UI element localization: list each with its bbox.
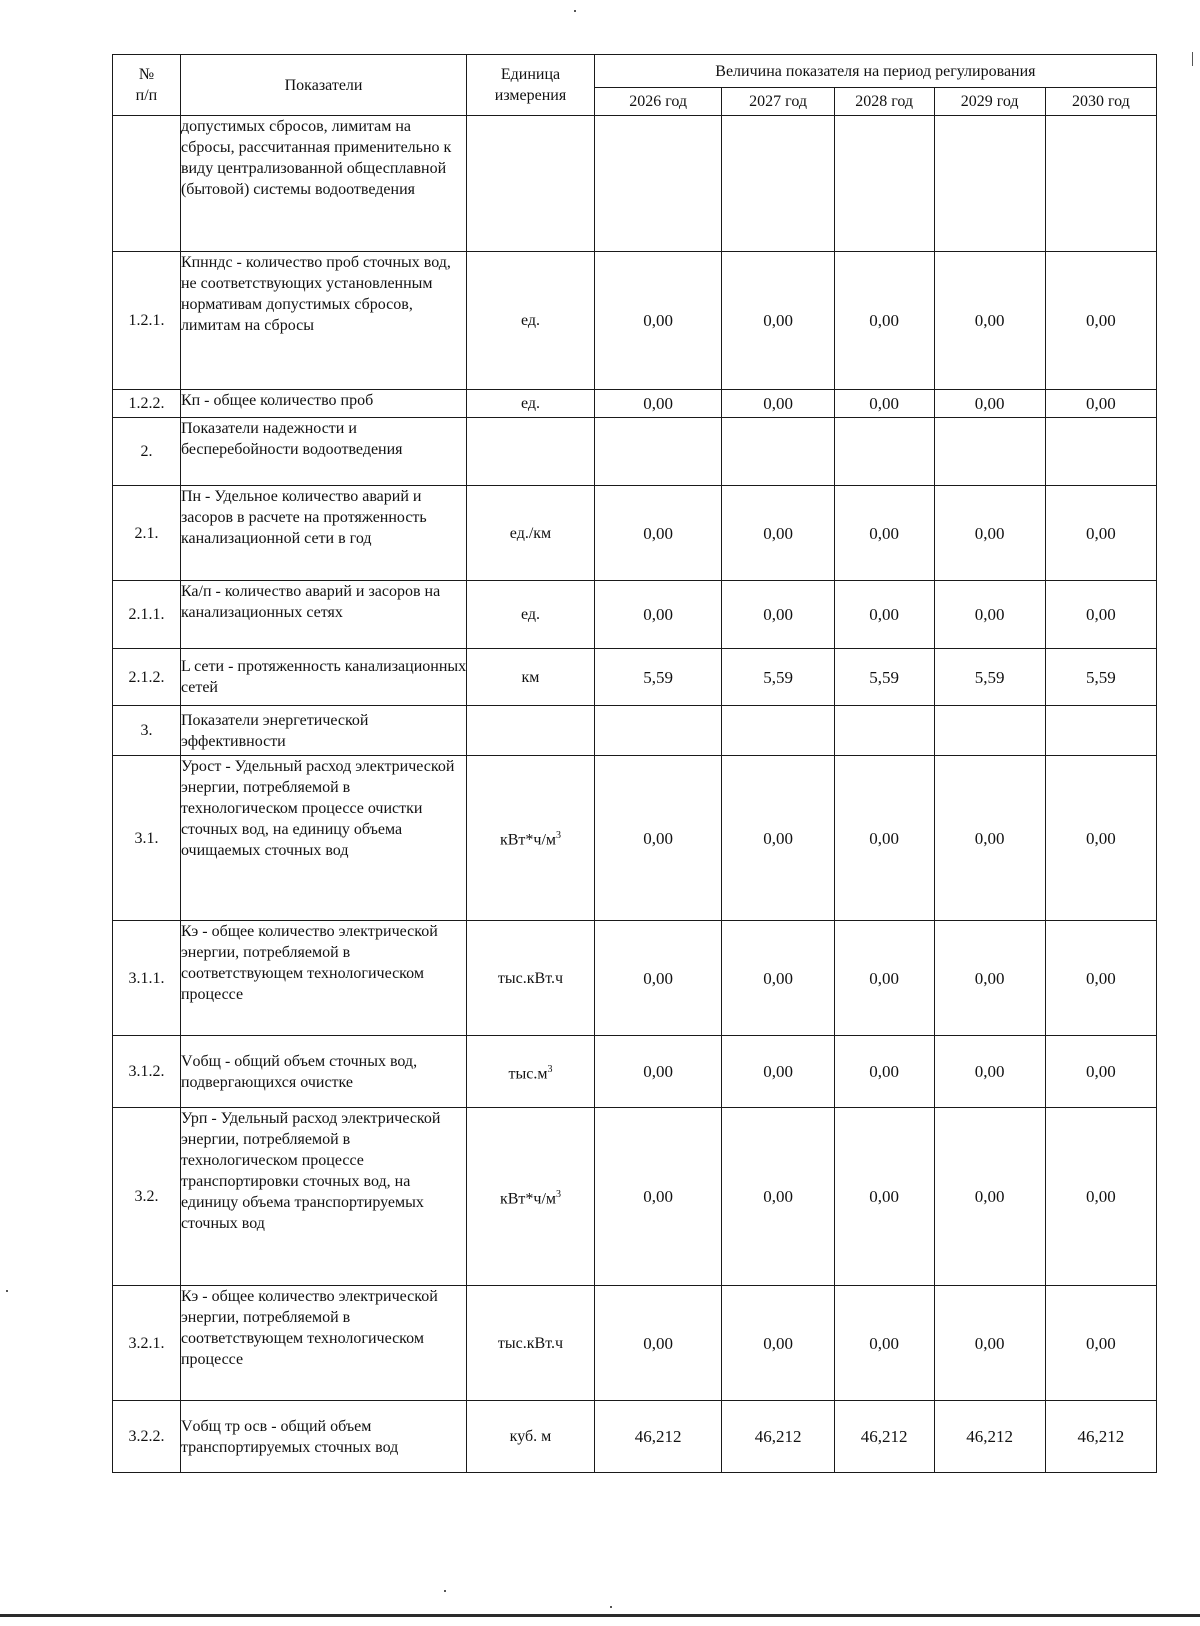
row-value (934, 706, 1045, 756)
row-value: 0,00 (594, 390, 722, 418)
row-indicator-name: Ка/п - количество аварий и засоров на канализационных сетях (180, 581, 466, 649)
header-year: 2029 год (934, 88, 1045, 116)
row-value: 0,00 (594, 756, 722, 921)
row-value: 5,59 (594, 649, 722, 706)
table-row (113, 1108, 1157, 1286)
table-row (113, 486, 1157, 581)
table-row (113, 252, 1157, 390)
row-value: 0,00 (1045, 1108, 1156, 1286)
table-row (113, 756, 1157, 921)
row-value (934, 116, 1045, 252)
row-number: 2.1. (113, 486, 181, 581)
row-value: 46,212 (834, 1401, 934, 1473)
table-row (113, 116, 1157, 252)
row-indicator-name: Кп - общее количество проб (180, 390, 466, 418)
row-value (594, 706, 722, 756)
row-unit (467, 418, 595, 486)
header-period: Величина показателя на период регулирования (594, 55, 1156, 88)
row-unit (467, 1286, 595, 1401)
row-unit (467, 390, 595, 418)
row-unit (467, 1401, 595, 1473)
row-indicator-name: Показатели энергетической эффективности (180, 706, 466, 756)
row-value: 0,00 (834, 921, 934, 1036)
header-year: 2027 год (722, 88, 834, 116)
table-row (113, 1286, 1157, 1401)
row-number: 2.1.2. (113, 649, 181, 706)
row-value: 0,00 (834, 756, 934, 921)
row-value: 5,59 (834, 649, 934, 706)
row-value: 0,00 (722, 1286, 834, 1401)
table-row (113, 418, 1157, 486)
row-value: 0,00 (722, 486, 834, 581)
row-value: 0,00 (722, 921, 834, 1036)
row-unit-text: кВт*ч/м (499, 831, 557, 849)
row-indicator-name: Vобщ тр осв - общий объем транспортируемых сточных вод (180, 1401, 466, 1473)
row-value: 0,00 (934, 1108, 1045, 1286)
row-unit-text: км (521, 668, 540, 686)
row-value: 0,00 (934, 252, 1045, 390)
row-unit-text: куб. м (509, 1428, 552, 1445)
row-unit-text: ед. (520, 606, 540, 623)
row-indicator-name: Показатели надежности и бесперебойности водоотведения (180, 418, 466, 486)
header-unit: Единица измерения (467, 55, 595, 116)
table-row (113, 649, 1157, 706)
row-value: 0,00 (1045, 486, 1156, 581)
header-num: № п/п (113, 55, 181, 116)
row-value: 0,00 (1045, 1286, 1156, 1401)
row-value: 0,00 (722, 756, 834, 921)
row-unit-superscript: 3 (547, 1063, 553, 1075)
table-row (113, 706, 1157, 756)
row-unit (467, 649, 595, 706)
row-value: 0,00 (934, 486, 1045, 581)
scan-speck (1192, 52, 1193, 66)
header-year: 2026 год (594, 88, 722, 116)
row-value: 5,59 (722, 649, 834, 706)
row-number: 3.2.1. (113, 1286, 181, 1401)
row-value: 0,00 (722, 252, 834, 390)
row-value (594, 116, 722, 252)
table-row (113, 1401, 1157, 1473)
row-value: 0,00 (934, 756, 1045, 921)
row-unit-superscript: 3 (556, 1188, 562, 1200)
row-value (834, 418, 934, 486)
row-number: 2.1.1. (113, 581, 181, 649)
row-number: 3.1.2. (113, 1036, 181, 1108)
row-unit (467, 581, 595, 649)
row-number: 1.2.1. (113, 252, 181, 390)
scan-speck (444, 1590, 446, 1592)
row-indicator-name: L сети - протяженность канализационных сетей (180, 649, 466, 706)
row-indicator-name: Пн - Удельное количество аварий и засоров в расчете на протяженность канализационной сети в год (180, 486, 466, 581)
row-value (1045, 116, 1156, 252)
scan-speck (574, 10, 576, 12)
row-value: 0,00 (594, 921, 722, 1036)
header-year: 2028 год (834, 88, 934, 116)
row-value: 0,00 (834, 390, 934, 418)
table-body (113, 116, 1157, 1473)
row-value (722, 116, 834, 252)
row-unit-superscript: 3 (556, 830, 562, 842)
row-unit (467, 706, 595, 756)
table-row (113, 581, 1157, 649)
row-value: 46,212 (1045, 1401, 1156, 1473)
row-indicator-name: Кэ - общее количество электрической энергии, потребляемой в соответствующем технологическом процессе (180, 921, 466, 1036)
row-value (1045, 418, 1156, 486)
row-value: 0,00 (1045, 756, 1156, 921)
row-unit-text: тыс.кВт.ч (497, 1334, 564, 1352)
row-indicator-name: Урост - Удельный расход электрической энергии, потребляемой в технологическом процессе очистки сточных вод, на единицу объема очищаемых сточных вод (180, 756, 466, 921)
row-value: 0,00 (722, 1036, 834, 1108)
row-indicator-name: Кпнндс - количество проб сточных вод, не соответствующих установленным нормативам допустимых сбросов, лимитам на сбросы (180, 252, 466, 390)
row-unit (467, 486, 595, 581)
row-value: 0,00 (934, 1286, 1045, 1401)
header-year: 2030 год (1045, 88, 1156, 116)
row-unit-text: ед. (520, 312, 540, 329)
row-value (722, 706, 834, 756)
scan-speck (610, 1606, 612, 1608)
row-value (834, 706, 934, 756)
row-number: 1.2.2. (113, 390, 181, 418)
row-value: 0,00 (594, 252, 722, 390)
row-indicator-name: Кэ - общее количество электрической энергии, потребляемой в соответствующем технологическом процессе (180, 1286, 466, 1401)
row-value: 0,00 (594, 581, 722, 649)
row-value (834, 116, 934, 252)
row-number (113, 116, 181, 252)
row-value: 0,00 (1045, 921, 1156, 1036)
row-number: 3.1.1. (113, 921, 181, 1036)
row-value: 0,00 (834, 486, 934, 581)
row-value: 0,00 (934, 1036, 1045, 1108)
row-value: 0,00 (594, 486, 722, 581)
table-row (113, 921, 1157, 1036)
row-number: 3.2. (113, 1108, 181, 1286)
row-unit-text: кВт*ч/м (499, 1190, 557, 1208)
row-unit (467, 116, 595, 252)
table-row (113, 1036, 1157, 1108)
row-unit (467, 921, 595, 1036)
row-value: 0,00 (834, 1286, 934, 1401)
row-unit (467, 1108, 595, 1286)
row-unit-text: ед./км (509, 524, 552, 542)
row-value: 5,59 (934, 649, 1045, 706)
row-value: 0,00 (834, 1108, 934, 1286)
row-value: 0,00 (594, 1286, 722, 1401)
row-unit (467, 252, 595, 390)
row-indicator-name: допустимых сбросов, лимитам на сбросы, рассчитанная применительно к виду централизованной общесплавной (бытовой) системы водоотведения (180, 116, 466, 252)
row-indicator-name: Vобщ - общий объем сточных вод, подвергающихся очистке (180, 1036, 466, 1108)
row-unit-text: ед. (520, 395, 540, 412)
scan-speck (6, 1290, 8, 1292)
row-value: 0,00 (722, 390, 834, 418)
row-number: 3.2.2. (113, 1401, 181, 1473)
row-value: 0,00 (934, 581, 1045, 649)
row-value (934, 418, 1045, 486)
row-unit (467, 1036, 595, 1108)
row-number: 3. (113, 706, 181, 756)
row-unit (467, 756, 595, 921)
row-value (594, 418, 722, 486)
row-value: 0,00 (1045, 390, 1156, 418)
row-value (722, 418, 834, 486)
row-value: 0,00 (1045, 252, 1156, 390)
row-value: 0,00 (834, 252, 934, 390)
row-value: 5,59 (1045, 649, 1156, 706)
row-value: 46,212 (594, 1401, 722, 1473)
row-value: 0,00 (722, 1108, 834, 1286)
scan-edge-line (0, 1614, 1200, 1617)
row-value: 0,00 (722, 581, 834, 649)
row-number: 2. (113, 418, 181, 486)
row-value: 0,00 (834, 1036, 934, 1108)
row-value: 0,00 (1045, 1036, 1156, 1108)
row-value: 0,00 (934, 390, 1045, 418)
row-value: 0,00 (834, 581, 934, 649)
row-number: 3.1. (113, 756, 181, 921)
indicators-table (112, 54, 1157, 1473)
header-indicator: Показатели (180, 55, 466, 116)
row-value: 46,212 (722, 1401, 834, 1473)
row-indicator-name: Урп - Удельный расход электрической энергии, потребляемой в технологическом процессе транспортировки сточных вод, на единицу объема транспортируемых сточных вод (180, 1108, 466, 1286)
row-value (1045, 706, 1156, 756)
table-header (113, 55, 1157, 116)
row-value: 46,212 (934, 1401, 1045, 1473)
table-row (113, 390, 1157, 418)
row-value: 0,00 (594, 1036, 722, 1108)
row-value: 0,00 (934, 921, 1045, 1036)
row-value: 0,00 (1045, 581, 1156, 649)
row-value: 0,00 (594, 1108, 722, 1286)
row-unit-text: тыс.м (508, 1065, 548, 1083)
row-unit-text: тыс.кВт.ч (497, 969, 564, 987)
